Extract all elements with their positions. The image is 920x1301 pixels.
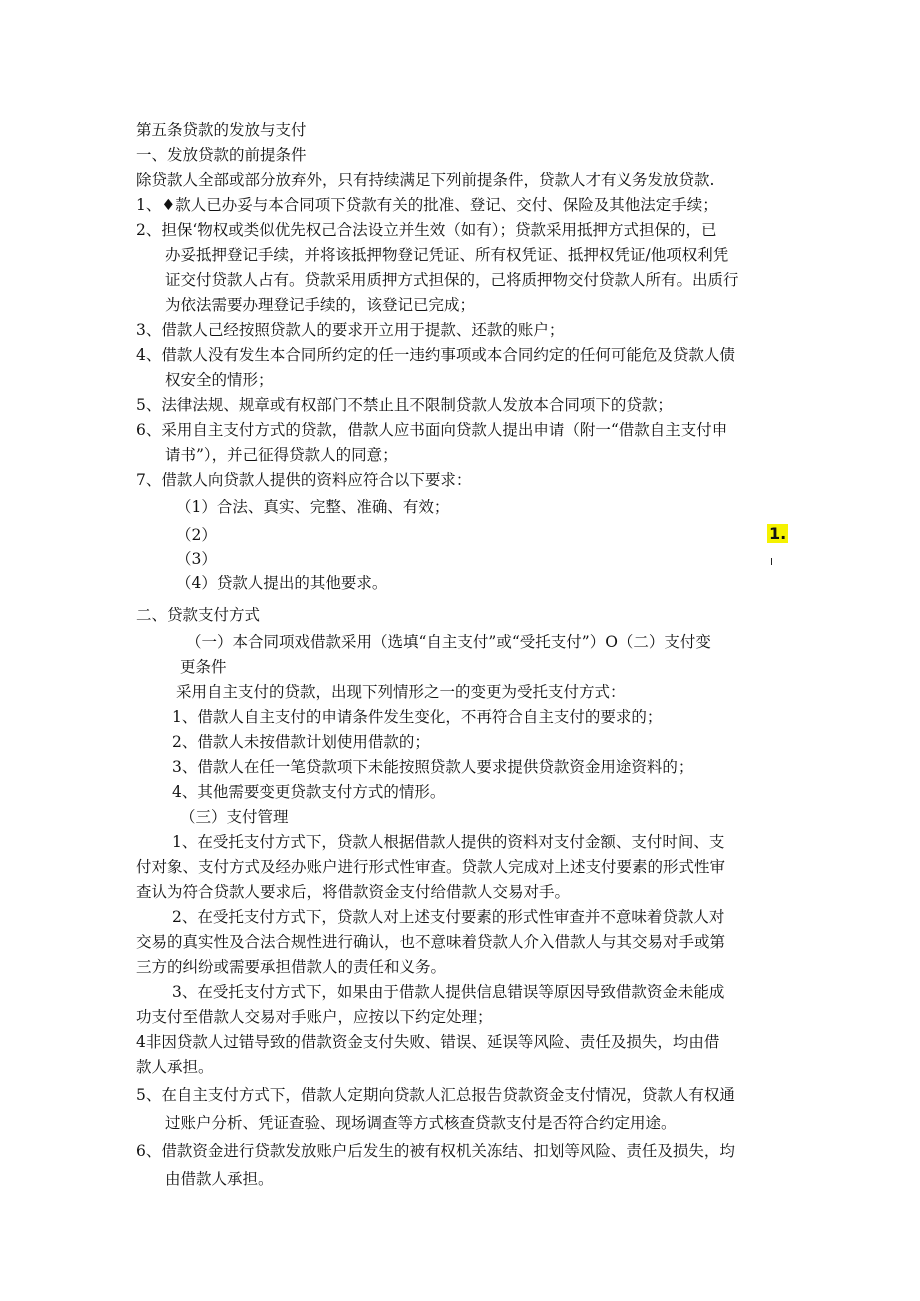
management-5-line-1: 5、在自主支付方式下，借款人定期向贷款人汇总报告贷款资金支付情况，贷款人有权通 xyxy=(136,1086,735,1104)
condition-3: 3、借款人己经按照贷款人的要求开立用于提款、还款的账户； xyxy=(136,321,565,339)
payment-method-line-1: （一）本合同项戏借款采用（选填“自主支付”或“受托支付”）O（二）支付变 xyxy=(186,633,711,651)
condition-7-item-4: （4）贷款人提出的其他要求。 xyxy=(176,574,388,592)
change-condition-3: 3、借款人在任一笔贷款项下未能按照贷款人要求提供贷款资金用途资料的； xyxy=(172,758,694,776)
payment-method-line-2: 更条件 xyxy=(180,658,227,676)
condition-7: 7、借款人向贷款人提供的资料应符合以下要求： xyxy=(136,471,472,489)
management-3-line-2: 功支付至借款人交易对手账户，应按以下约定处理； xyxy=(136,1008,493,1026)
section-heading-2: 二、贷款支付方式 xyxy=(136,606,261,624)
condition-7-item-1: （1）合法、真实、完整、准确、有效； xyxy=(176,498,450,516)
condition-4-line-2: 权安全的情形； xyxy=(165,371,274,389)
intro-paragraph: 除贷款人全部或部分放弃外，只有持续满足下列前提条件，贷款人才有义务发放贷款. xyxy=(136,171,715,189)
condition-5: 5、法律法规、规章或有权部门不禁止且不限制贷款人发放本合同项下的贷款； xyxy=(136,396,673,414)
management-6-line-2: 由借款人承担。 xyxy=(165,1170,274,1188)
management-1-line-1: 1、在受托支付方式下，贷款人根据借款人提供的资料对支付金额、支付时间、支 xyxy=(172,833,725,851)
condition-6-line-2: 请书”），并己征得贷款人的同意； xyxy=(165,446,398,464)
highlighted-marker xyxy=(767,524,788,544)
change-condition-1: 1、借款人自主支付的申请条件发生变化，不再符合自主支付的要求的； xyxy=(172,708,663,726)
condition-2-line-2: 办妥抵押登记手续，并将该抵押物登记凭证、所有权凭证、抵押权凭证/他项权利凭 xyxy=(165,246,729,264)
management-2-line-1: 2、在受托支付方式下，贷款人对上述支付要素的形式性审查并不意味着贷款人对 xyxy=(172,908,725,926)
management-2-line-3: 三方的纠纷或需要承担借款人的责任和义务。 xyxy=(136,958,447,976)
change-condition-2: 2、借款人未按借款计划使用借款的； xyxy=(172,733,430,751)
change-conditions-intro: 采用自主支付的贷款，出现下列情形之一的变更为受托支付方式： xyxy=(176,683,626,701)
condition-4-line-1: 4、借款人没有发生本合同所约定的任一违约事项或本合同约定的任何可能危及贷款人债 xyxy=(136,346,735,364)
change-condition-4: 4、其他需要变更贷款支付方式的情形。 xyxy=(172,783,446,801)
condition-6-line-1: 6、采用自主支付方式的贷款，借款人应书面向贷款人提出申请（附一“借款自主支付申 xyxy=(136,421,728,439)
condition-2-line-4: 为依法需要办理登记手续的，该登记已完成； xyxy=(165,296,476,314)
highlight-text: 1. xyxy=(769,524,787,543)
management-1-line-2: 付对象、支付方式及经办账户进行形式性审查。贷款人完成对上述支付要素的形式性审 xyxy=(136,858,726,876)
payment-management-heading: （三）支付管理 xyxy=(180,808,289,826)
condition-2-line-1: 2、担保‘物权或类似优先权己合法设立并生效（如有）；贷款采用抵押方式担保的，已 xyxy=(136,221,717,239)
condition-1: 1、♦款人已办妥与本合同项下贷款有关的批准、登记、交付、保险及其他法定手续； xyxy=(136,196,718,214)
management-3-line-1: 3、在受托支付方式下，如果由于借款人提供信息错误等原因导致借款资金未能成 xyxy=(172,983,725,1001)
management-5-line-2: 过账户分析、凭证查验、现场调查等方式核查贷款支付是否符合约定用途。 xyxy=(165,1114,677,1132)
condition-2-line-3: 证交付贷款人占有。贷款采用质押方式担保的，己将质押物交付贷款人所有。出质行 xyxy=(165,271,739,289)
management-4-line-2: 款人承担。 xyxy=(136,1058,214,1076)
condition-7-item-2: （2） xyxy=(176,526,217,544)
tick-mark xyxy=(771,558,772,565)
management-1-line-3: 查认为符合贷款人要求后，将借款资金支付给借款人交易对手。 xyxy=(136,883,571,901)
article-title: 第五条贷款的发放与支付 xyxy=(136,121,307,139)
section-heading-1: 一、发放贷款的前提条件 xyxy=(136,146,307,164)
management-4-line-1: 4非因贷款人过错导致的借款资金支付失败、错误、延误等风险、责任及损失，均由借 xyxy=(136,1033,720,1051)
management-2-line-2: 交易的真实性及合法合规性进行确认，也不意味着贷款人介入借款人与其交易对手或第 xyxy=(136,933,726,951)
condition-7-item-3: （3） xyxy=(176,550,217,568)
management-6-line-1: 6、借款资金进行贷款发放账户后发生的被有权机关冻结、扣划等风险、责任及损失，均 xyxy=(136,1142,735,1160)
